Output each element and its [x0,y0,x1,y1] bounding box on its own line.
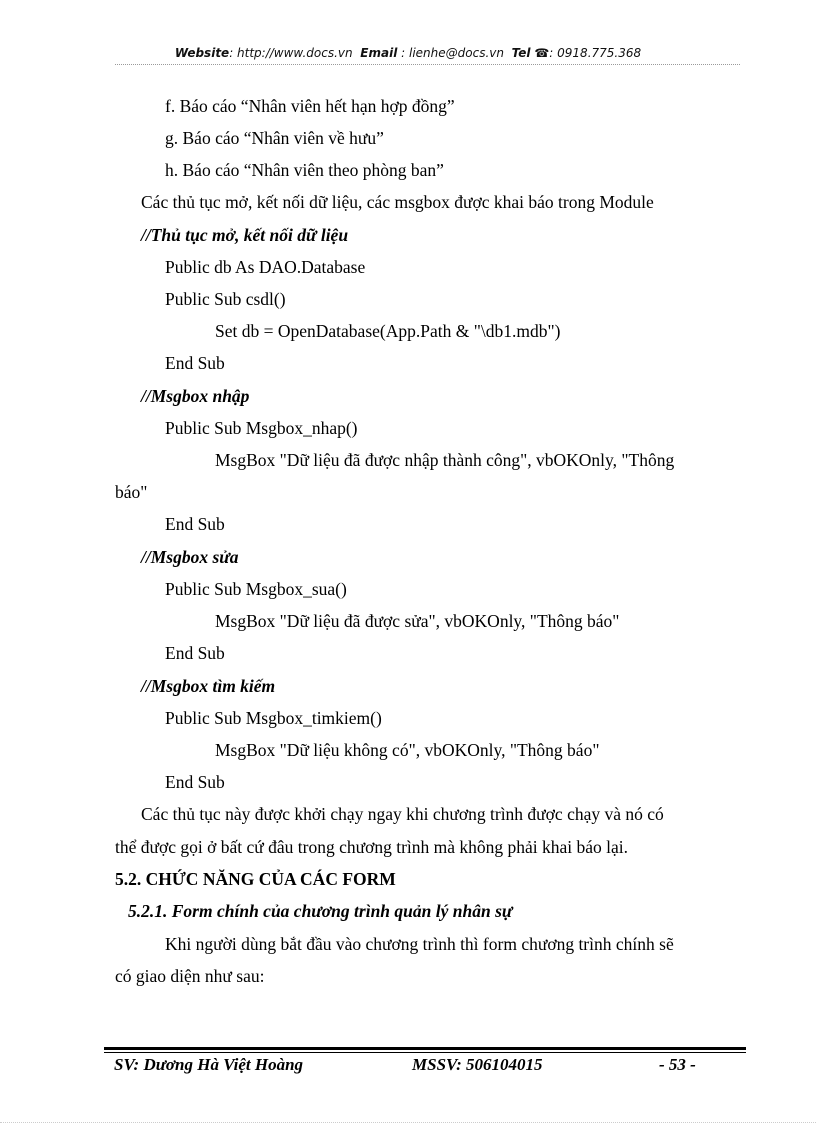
comment-msgbox-sua: //Msgbox sửa [141,547,239,567]
comment-msgbox-nhap: //Msgbox nhập [141,386,250,406]
phone-icon: ☎ [534,46,550,60]
comment-open-connect: //Thủ tục mở, kết nối dữ liệu [141,225,349,245]
code-line: Public Sub Msgbox_sua() [165,579,347,599]
footer-page-number: - 53 - [659,1055,696,1074]
paragraph-line: có giao diện như sau: [115,966,265,986]
code-line: End Sub [165,643,225,663]
code-line: MsgBox "Dữ liệu đã được nhập thành công", vbOKOnly, "Thông [215,450,675,470]
footer-divider-thin [104,1052,746,1053]
code-line: End Sub [165,514,225,534]
tel-value: : 0918.775.368 [549,46,642,60]
subsection-heading: 5.2.1. Form chính của chương trình quản lý nhân sự [128,901,513,921]
code-line: Public db As DAO.Database [165,257,366,277]
list-item-g: g. Báo cáo “Nhân viên về hưu” [165,128,384,148]
code-line: Public Sub csdl() [165,289,286,309]
code-line: MsgBox "Dữ liệu không có", vbOKOnly, "Thông báo" [215,740,600,760]
footer-student-id: MSSV: 506104015 [412,1055,543,1074]
paragraph-line: thể được gọi ở bất cứ đâu trong chương trình mà không phải khai báo lại. [115,837,629,857]
paragraph-line: Khi người dùng bắt đầu vào chương trình thì form chương trình chính sẽ [165,934,674,954]
comment-msgbox-timkiem: //Msgbox tìm kiếm [141,676,276,696]
website-value: : http://www.docs.vn [229,46,353,60]
code-line: báo" [115,482,148,502]
email-label: Email [360,46,398,60]
page-header [0,46,816,60]
code-line: MsgBox "Dữ liệu đã được sửa", vbOKOnly, "Thông báo" [215,611,620,631]
website-label: Website [174,46,230,60]
code-line: Public Sub Msgbox_timkiem() [165,708,382,728]
email-value: : lienhe@docs.vn [401,46,504,60]
paragraph-module-intro: Các thủ tục mở, kết nối dữ liệu, các msgbox được khai báo trong Module [141,192,654,212]
tel-label: Tel [511,46,531,60]
paragraph-line: Các thủ tục này được khởi chạy ngay khi chương trình được chạy và nó có [141,804,664,824]
footer-divider-thick [104,1047,746,1050]
section-heading: 5.2. CHỨC NĂNG CỦA CÁC FORM [115,869,396,889]
code-line: Set db = OpenDatabase(App.Path & "\db1.mdb") [215,321,561,341]
list-item-f: f. Báo cáo “Nhân viên hết hạn hợp đồng” [165,96,455,116]
code-line: End Sub [165,353,225,373]
code-line: Public Sub Msgbox_nhap() [165,418,358,438]
header-divider [115,64,740,65]
footer-student-name: SV: Dương Hà Việt Hoàng [114,1055,304,1074]
list-item-h: h. Báo cáo “Nhân viên theo phòng ban” [165,160,444,180]
code-line: End Sub [165,772,225,792]
